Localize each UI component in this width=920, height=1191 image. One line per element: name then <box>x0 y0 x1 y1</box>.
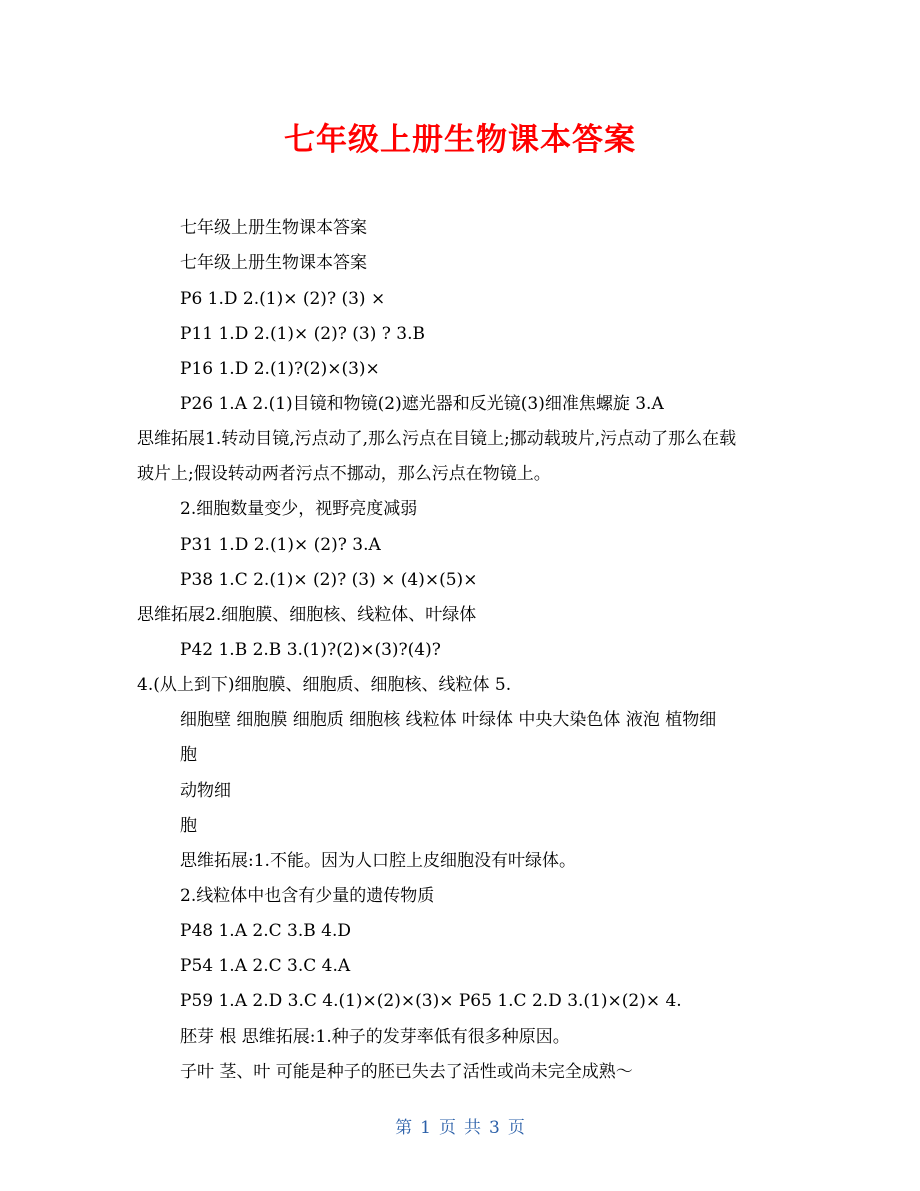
text-line: P54 1.A 2.C 3.C 4.A <box>180 956 351 976</box>
footer-page-number: 1 <box>420 1118 431 1138</box>
document-title: 七年级上册生物课本答案 <box>284 122 636 158</box>
text-line: 思维拓展2.细胞膜、细胞核、线粒体、叶绿体 <box>137 605 477 625</box>
footer-total-label: 共 <box>464 1118 481 1138</box>
text-line: P38 1.C 2.(1)× (2)? (3) × (4)×(5)× <box>180 570 478 590</box>
footer-page-unit: 页 <box>439 1118 456 1138</box>
text-line: P59 1.A 2.D 3.C 4.(1)×(2)×(3)× P65 1.C 2.D 3.(1)×(2)× 4. <box>180 991 682 1011</box>
text-line: 动物细 <box>180 781 231 801</box>
text-line: 七年级上册生物课本答案 <box>180 218 367 238</box>
text-line: 子叶 茎、叶 可能是种子的胚已失去了活性或尚未完全成熟～ <box>180 1062 633 1082</box>
text-line: 思维拓展:1.不能。因为人口腔上皮细胞没有叶绿体。 <box>180 851 576 871</box>
text-line: P48 1.A 2.C 3.B 4.D <box>180 921 351 941</box>
text-line: 思维拓展1.转动目镜,污点动了,那么污点在目镜上;挪动载玻片,污点动了那么在载 <box>137 429 737 449</box>
text-line: 七年级上册生物课本答案 <box>180 253 367 273</box>
text-line: P31 1.D 2.(1)× (2)? 3.A <box>180 535 381 555</box>
footer-total-unit: 页 <box>507 1118 525 1138</box>
text-line: 胞 <box>180 816 197 836</box>
text-line: P16 1.D 2.(1)?(2)×(3)× <box>180 359 380 379</box>
footer-page-label: 第 <box>395 1118 413 1138</box>
text-line: P26 1.A 2.(1)目镜和物镜(2)遮光器和反光镜(3)细准焦螺旋 3.A <box>180 394 664 414</box>
footer-total-number: 3 <box>489 1118 500 1138</box>
text-line: 玻片上;假设转动两者污点不挪动，那么污点在物镜上。 <box>137 464 551 484</box>
text-line: 2.细胞数量变少，视野亮度减弱 <box>180 499 418 519</box>
text-line: 4.(从上到下)细胞膜、细胞质、细胞核、线粒体 5. <box>137 675 512 695</box>
text-line: P6 1.D 2.(1)× (2)? (3) × <box>180 289 386 309</box>
text-line: 2.线粒体中也含有少量的遗传物质 <box>180 886 435 906</box>
page-footer <box>0 1113 920 1138</box>
text-line: 细胞壁 细胞膜 细胞质 细胞核 线粒体 叶绿体 中央大染色体 液泡 植物细 <box>180 710 717 730</box>
text-line: 胞 <box>180 745 197 765</box>
text-line: P11 1.D 2.(1)× (2)? (3) ? 3.B <box>180 324 425 344</box>
text-line: 胚芽 根 思维拓展:1.种子的发芽率低有很多种原因。 <box>180 1027 570 1047</box>
text-line: P42 1.B 2.B 3.(1)?(2)×(3)?(4)? <box>180 640 441 660</box>
